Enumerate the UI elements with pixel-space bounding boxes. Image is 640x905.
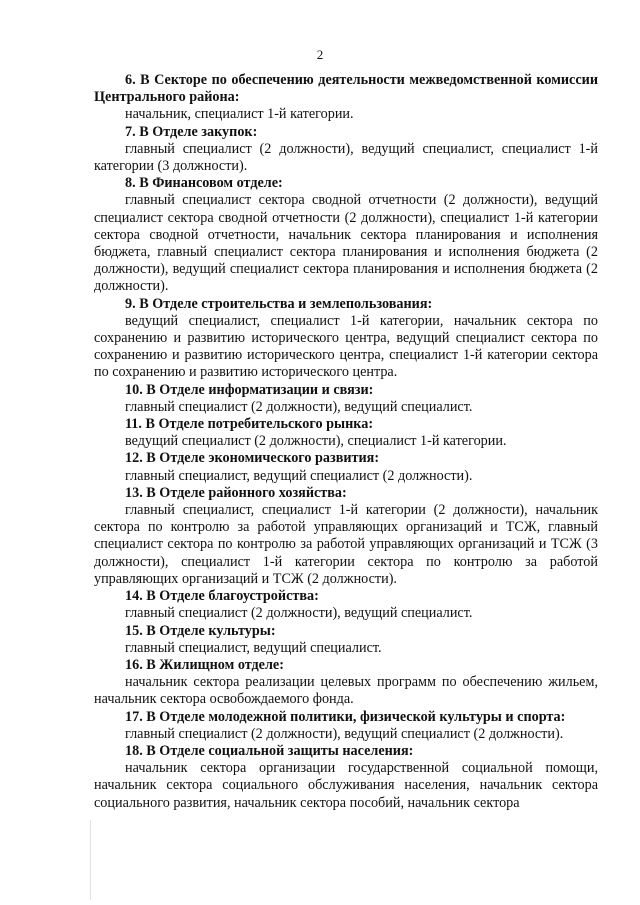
section-heading: 12. В Отделе экономического развития: xyxy=(125,450,380,467)
section-item xyxy=(94,175,598,295)
section-heading: 16. В Жилищном отделе: xyxy=(125,656,284,673)
section-item xyxy=(94,72,598,124)
section-heading: 6. В Секторе по обеспечению деятельности межведомственной комиссии Центрального района: xyxy=(94,72,598,106)
section-heading: 18. В Отделе социальной защиты населения: xyxy=(125,742,414,759)
section-heading: 15. В Отделе культуры: xyxy=(125,622,276,639)
section-item xyxy=(94,416,598,450)
section-item xyxy=(94,743,598,812)
section-text: начальник сектора организации государственной социальной помощи, начальник сектора социального обслуживания населения, начальник сектора социального развития, начальник сектора пособий, начальник сектора xyxy=(94,760,598,811)
section-item xyxy=(94,450,598,484)
section-text: главный специалист, ведущий специалист (2 должности). xyxy=(125,467,473,484)
page-number: 2 xyxy=(316,47,324,62)
section-text: главный специалист, ведущий специалист. xyxy=(125,639,382,656)
section-heading: 10. В Отделе информатизации и связи: xyxy=(125,381,374,398)
section-heading: 14. В Отделе благоустройства: xyxy=(125,588,319,605)
section-item xyxy=(94,657,598,709)
section-heading: 8. В Финансовом отделе: xyxy=(125,175,283,192)
section-text: главный специалист сектора сводной отчетности (2 должности), ведущий специалист сектора сводной отчетности (2 должности), специалист 1-й категории сектора сводной отчетности, начальник сектора планирования и исполнения бюджета, главный специалист сектора планирования и исполнения бюджета (2 должности), ведущий специалист сектора планирования и исполнения бюджета (2 должности). xyxy=(94,192,598,295)
section-heading: 17. В Отделе молодежной политики, физической культуры и спорта: xyxy=(125,708,566,725)
section-text: ведущий специалист, специалист 1-й категории, начальник сектора по сохранению и развитию исторического центра, ведущий специалист сектора по сохранению и развитию исторического центра, специалист 1-й категории сектора по сохранению и развитию исторического центра. xyxy=(94,312,598,381)
section-item xyxy=(94,588,598,622)
scan-margin-line xyxy=(90,820,91,900)
section-text: главный специалист (2 должности), ведущий специалист. xyxy=(125,398,473,415)
section-heading: 9. В Отделе строительства и землепользования: xyxy=(125,295,433,312)
document-body xyxy=(94,72,598,812)
section-heading: 13. В Отделе районного хозяйства: xyxy=(125,484,347,501)
section-item xyxy=(94,382,598,416)
section-heading: 11. В Отделе потребительского рынка: xyxy=(125,416,374,433)
section-text: начальник сектора реализации целевых программ по обеспечению жильем, начальник сектора освобождаемого фонда. xyxy=(94,674,598,708)
section-text: главный специалист (2 должности), ведущий специалист, специалист 1-й категории (3 должности). xyxy=(94,140,598,175)
section-item xyxy=(94,296,598,382)
section-text: ведущий специалист (2 должности), специалист 1-й категории. xyxy=(125,433,507,450)
section-text: главный специалист (2 должности), ведущий специалист (2 должности). xyxy=(125,725,564,742)
section-text: главный специалист (2 должности), ведущий специалист. xyxy=(125,605,473,622)
section-text: начальник, специалист 1-й категории. xyxy=(125,106,354,123)
section-item xyxy=(94,124,598,176)
section-heading: 7. В Отделе закупок: xyxy=(125,123,258,140)
section-item xyxy=(94,485,598,588)
section-item xyxy=(94,709,598,743)
section-text: главный специалист, специалист 1-й категории (2 должности), начальник сектора по контролю за работой управляющих организаций и ТСЖ, главный специалист сектора по контролю за работой управляющих организаций и ТСЖ (3 должности), специалист 1-й категории сектора по контролю за работой управляющих организаций и ТСЖ (2 должности). xyxy=(94,502,598,587)
section-item xyxy=(94,623,598,657)
